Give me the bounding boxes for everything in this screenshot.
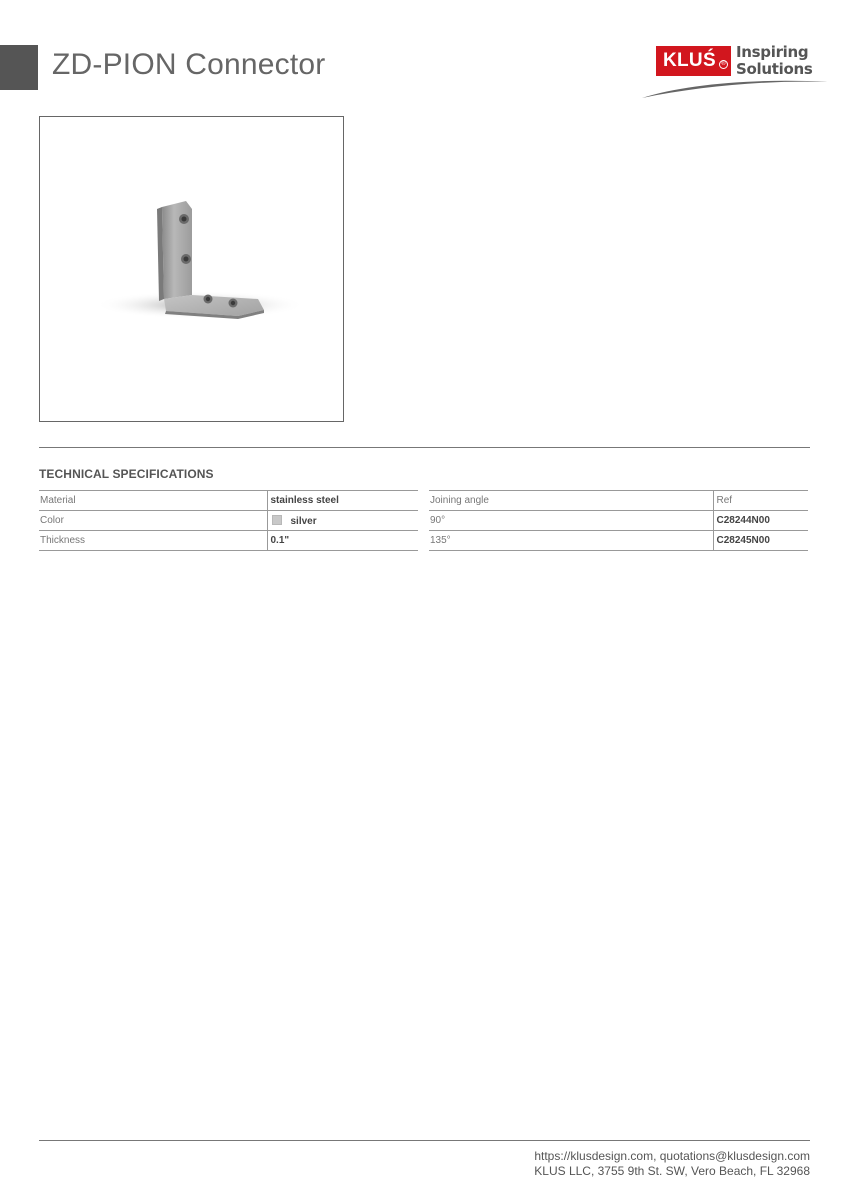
- column-header-ref: Ref: [713, 491, 808, 511]
- table-row: [39, 511, 418, 531]
- properties-table: [39, 490, 418, 551]
- variant-ref: C28245N00: [713, 531, 808, 551]
- product-photo: [39, 116, 344, 422]
- logo-swoosh-icon: [640, 76, 830, 100]
- logo-brand-text: KLUŚ: [663, 50, 716, 71]
- logo-tagline-line2: Solutions: [736, 60, 813, 78]
- variant-angle: 90°: [429, 511, 713, 531]
- property-value: 0.1": [267, 531, 418, 551]
- footer-contact-links: https://klusdesign.com, quotations@klusdesign.com: [534, 1149, 810, 1163]
- property-value: silver: [290, 515, 317, 527]
- property-value-cell: [267, 511, 418, 531]
- page-title: ZD-PION Connector: [52, 48, 326, 81]
- table-header-row: [429, 491, 808, 511]
- table-row: [39, 491, 418, 511]
- section-divider: [39, 447, 810, 448]
- brand-logo: [640, 40, 830, 102]
- logo-registered-mark: ®: [719, 60, 728, 69]
- footer-address: KLUS LLC, 3755 9th St. SW, Vero Beach, FL 32968: [534, 1164, 810, 1178]
- property-label: Thickness: [39, 531, 267, 551]
- column-header-joining-angle: Joining angle: [429, 491, 713, 511]
- header-corner-block: [0, 45, 38, 90]
- property-label: Material: [39, 491, 267, 511]
- table-row: [429, 531, 808, 551]
- property-label: Color: [39, 511, 267, 531]
- variant-angle: 135°: [429, 531, 713, 551]
- table-row: [429, 511, 808, 531]
- color-swatch: [272, 515, 282, 525]
- logo-tagline-line1: Inspiring: [736, 43, 809, 61]
- variants-table: [429, 490, 808, 551]
- technical-specifications-heading: TECHNICAL SPECIFICATIONS: [39, 467, 214, 481]
- table-row: [39, 531, 418, 551]
- connector-bracket-illustration: [40, 117, 343, 421]
- variant-ref: C28244N00: [713, 511, 808, 531]
- footer-divider: [39, 1140, 810, 1141]
- property-value: stainless steel: [267, 491, 418, 511]
